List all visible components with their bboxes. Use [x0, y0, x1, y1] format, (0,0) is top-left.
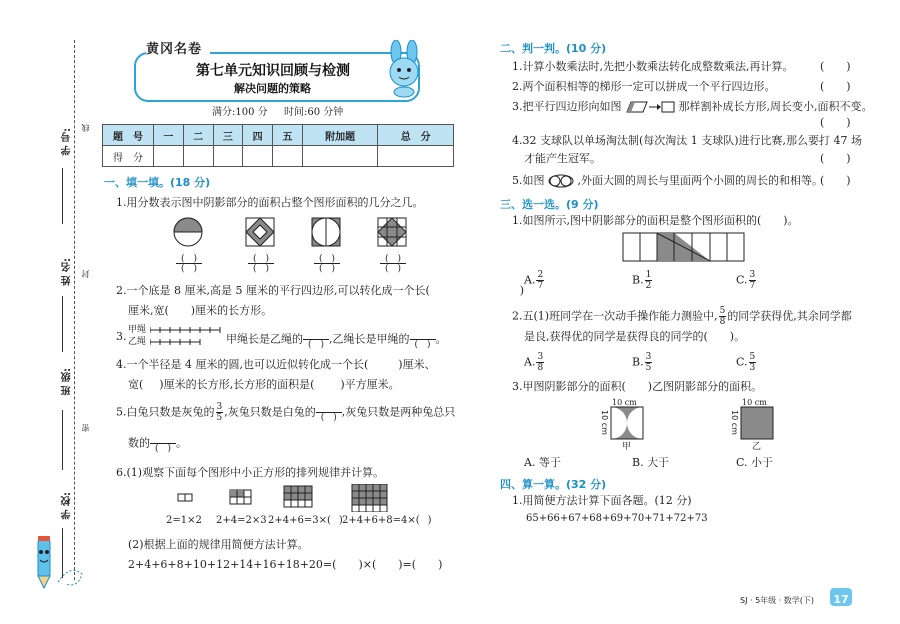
s2-q5: 5.如图 ,外面大圆的周长与里面两个小圆的周长的和相等。 — [512, 174, 823, 187]
s1-q1-figures — [172, 216, 412, 276]
pattern-3 — [284, 486, 312, 507]
s1-q5b: ,灰兔只数是白兔的 — [224, 405, 316, 419]
score-cell[interactable] — [243, 146, 273, 167]
time-info: 时间:60 分钟 — [284, 107, 344, 118]
s1-q6a: 6.(1)观察下面每个图形中小正方形的排列规律并计算。 — [116, 466, 385, 479]
label-cut-2: 封 — [81, 270, 90, 278]
underline-name — [62, 296, 63, 352]
s1-q4b-text: 宽( — [128, 378, 144, 391]
s1-q5e: 。 — [176, 436, 187, 450]
option-a[interactable]: A. $\frac{3}{8}$ — [524, 352, 544, 373]
score-cell[interactable] — [154, 146, 184, 167]
s3-q3: 3.甲图阴影部分的面积( )乙图阴影部分的面积。 — [512, 380, 763, 393]
page-subtitle: 解决问题的策略 — [234, 82, 311, 95]
rope-diagram — [150, 324, 222, 350]
brand-logo — [146, 38, 210, 58]
dotted-curl-icon — [56, 560, 86, 590]
binding-strip — [0, 0, 100, 624]
page-number-badge — [830, 588, 852, 606]
page-title: 第七单元知识回顾与检测 — [196, 63, 350, 79]
fraction: $\frac{3}{5}$ — [216, 402, 223, 423]
s1-q1: 1.用分数表示图中阴影部分的面积占整个图形面积的几分之几。 — [116, 196, 424, 209]
pattern-formula-2: 2+4=2×3 — [216, 515, 267, 526]
s2-q1: 1.计算小数乘法时,先把小数乘法转化成整数乘法,再计算。 — [512, 60, 794, 73]
dim-top-jia: 10 cm — [612, 398, 637, 407]
score-cell[interactable] — [273, 146, 303, 167]
score-header-cell: 五 — [273, 125, 303, 146]
s2-q3: 3.把平行四边形向如图 那样割补成长方形,周长变小,面积不变。 — [512, 100, 873, 113]
s1-q5 — [116, 402, 455, 423]
score-row-label: 得 分 — [103, 146, 154, 167]
s1-q4a-end: )厘米、 — [398, 358, 436, 371]
circles-icon — [548, 174, 574, 188]
s1-q2b-end: )厘米的长方形。 — [190, 304, 273, 317]
score-header-cell: 四 — [243, 125, 273, 146]
s1-q2-line2 — [128, 304, 272, 318]
square-pattern-figures — [174, 484, 414, 512]
s2-q2-paren[interactable]: ( ) — [820, 80, 851, 93]
pattern-1 — [178, 494, 192, 501]
s1-q5-line2 — [128, 434, 187, 453]
option-a[interactable]: A. $\frac{2}{7}$ — [524, 270, 544, 291]
rope-jia-label: 甲绳 — [128, 325, 147, 335]
s2-q3-paren[interactable]: ( ) — [820, 116, 851, 129]
diamond-square-figure — [246, 218, 274, 246]
score-header-cell: 题 号 — [103, 125, 154, 146]
s1-q3-text — [226, 330, 447, 349]
label-class: 班 级: — [62, 368, 73, 396]
score-header-cell: 总 分 — [378, 125, 454, 146]
label-cut-3: 密 — [81, 424, 90, 432]
pattern-4 — [352, 484, 387, 512]
label-cut-1: 线 — [81, 124, 90, 132]
score-header-cell: 一 — [154, 125, 184, 146]
s1-q2 — [116, 284, 524, 298]
label-school: 学 校: — [62, 492, 73, 520]
section3-title: 三、选一选。(9 分) — [500, 198, 599, 211]
circle-figure — [174, 218, 202, 246]
s1-q2-text: 2.一个底是 8 厘米,高是 5 厘米的平行四边形,可以转化成一个长( — [116, 284, 430, 297]
dim-top-yi: 10 cm — [742, 398, 767, 407]
rope-labels — [128, 324, 146, 348]
score-table — [102, 124, 454, 167]
option-b[interactable]: B. $\frac{1}{2}$ — [632, 270, 652, 291]
shaded-rectangle-figure — [622, 232, 746, 262]
answer-fraction[interactable]: ( ) — [150, 434, 176, 453]
answer-fraction[interactable]: ( ) ( ) — [176, 254, 202, 273]
figure-yi-label: 乙 — [752, 442, 762, 452]
pattern-formula-1: 2=1×2 — [166, 515, 202, 526]
brand-text: 黄冈名卷 — [146, 42, 203, 57]
answer-fraction[interactable]: ( ) — [316, 403, 342, 422]
s3-q1: 1.如图所示,图中阴影部分的面积是整个图形面积的( )。 — [512, 214, 799, 227]
score-table-header-row — [103, 125, 454, 146]
s1-q4-line2 — [128, 378, 400, 392]
answer-fraction[interactable]: ( ) ( ) — [380, 254, 406, 273]
s4-expr: 65+66+67+68+69+70+71+72+73 — [526, 513, 708, 524]
s1-q3-part3: 。 — [435, 332, 447, 346]
option-b[interactable]: B. $\frac{3}{5}$ — [632, 352, 652, 373]
s1-q6c: 2+4+6+8+10+12+14+16+18+20=( )×( )=( ) — [128, 558, 443, 571]
s1-q2-end: ) — [519, 284, 525, 297]
s1-q5a: 5.白兔只数是灰兔的 — [116, 405, 215, 419]
pattern-2 — [230, 490, 251, 504]
score-cell[interactable] — [183, 146, 213, 167]
s3-q2-line2: 是良,获得优的同学是获得良的同学的( )。 — [524, 330, 746, 343]
score-header-cell: 二 — [183, 125, 213, 146]
dim-side-yi: 10 cm — [730, 410, 739, 435]
s1-q4b-end: )平方厘米。 — [340, 378, 400, 391]
rabbit-mascot-icon — [380, 40, 428, 98]
dim-side-jia: 10 cm — [600, 410, 609, 435]
score-table-score-row — [103, 146, 454, 167]
underline-number — [62, 168, 63, 224]
score-header-cell: 附加题 — [302, 125, 378, 146]
label-number: 学 号: — [62, 128, 73, 156]
s3-q3-option-a[interactable]: A. 等于 — [524, 456, 561, 469]
s1-q4b-mid: )厘米的长方形,长方形的面积是( — [159, 378, 315, 391]
s1-q3-part2: ,乙绳长是甲绳的 — [329, 332, 410, 346]
footer-book: SJ · 5年级 · 数学(下) — [740, 596, 815, 605]
s1-q2b-text: 厘米,宽( — [128, 304, 169, 317]
s2-q2: 2.两个面积相等的梯形一定可以拼成一个平行四边形。 — [512, 80, 776, 93]
rope-yi-label: 乙绳 — [128, 337, 147, 347]
grid-figure — [378, 218, 406, 246]
section4-title: 四、算一算。(32 分) — [500, 478, 607, 491]
section1-title: 一、填一填。(18 分) — [104, 176, 211, 189]
figure-jia — [610, 406, 644, 440]
s3-q3-option-b[interactable]: B. 大于 — [632, 456, 670, 469]
figure-jia-label: 甲 — [622, 442, 632, 452]
score-cell[interactable] — [302, 146, 378, 167]
score-header-cell: 三 — [213, 125, 243, 146]
pattern-formula-3: 2+4+6=3×( ) — [268, 515, 343, 526]
answer-fraction[interactable]: ( ) — [410, 330, 436, 349]
figure-yi — [740, 406, 774, 440]
s1-q3-num: 3. — [116, 330, 127, 343]
score-info: 满分:100 分 — [212, 107, 268, 118]
answer-fraction[interactable]: ( ) ( ) — [314, 254, 340, 273]
answer-fraction[interactable]: ( ) — [303, 330, 329, 349]
answer-fraction[interactable]: ( ) ( ) — [248, 254, 274, 273]
underline-class — [62, 410, 63, 470]
s2-q4: 4.32 支球队以单场淘汰制(每次淘汰 1 支球队)进行比赛,那么要打 47 场 — [512, 134, 863, 147]
option-c[interactable]: C. $\frac{5}{3}$ — [736, 352, 756, 373]
s2-q1-paren[interactable]: ( ) — [820, 60, 851, 73]
pattern-formula-4: 2+4+6+8=4×( ) — [342, 515, 432, 526]
s3-q2: 2.五(1)班同学在一次动手操作能力测验中, $\frac{5}{8}$ 的同学获得优,其余同学都 — [512, 306, 852, 327]
score-cell[interactable] — [378, 146, 454, 167]
s1-q5d: 数的 — [128, 436, 150, 450]
s1-q3-part1: 甲绳长是乙绳的 — [226, 332, 303, 346]
section2-title: 二、判一判。(10 分) — [500, 42, 607, 55]
arc-square-figure — [312, 218, 340, 246]
s1-q6b: (2)根据上面的规律用简便方法计算。 — [128, 538, 309, 551]
s2-q4-line2: 才能产生冠军。 — [524, 152, 601, 165]
page-number: 17 — [833, 593, 849, 606]
label-name: 姓 名: — [62, 258, 73, 286]
option-c[interactable]: C. $\frac{3}{7}$ — [736, 270, 756, 291]
score-cell[interactable] — [213, 146, 243, 167]
s2-q5-paren[interactable]: ( ) — [820, 174, 851, 187]
s3-q3-option-c[interactable]: C. 小于 — [736, 456, 774, 469]
s1-q4a-text: 4.一个半径是 4 厘米的圆,也可以近似转化成一个长( — [116, 358, 369, 371]
s1-q4 — [116, 358, 436, 372]
parallelogram-arrow-icon — [625, 101, 675, 113]
s1-q5c: ,灰兔只数是两种兔总只 — [341, 405, 456, 419]
s2-q4-paren[interactable]: ( ) — [820, 152, 851, 165]
s4-q1: 1.用简便方法计算下面各题。(12 分) — [512, 494, 692, 507]
